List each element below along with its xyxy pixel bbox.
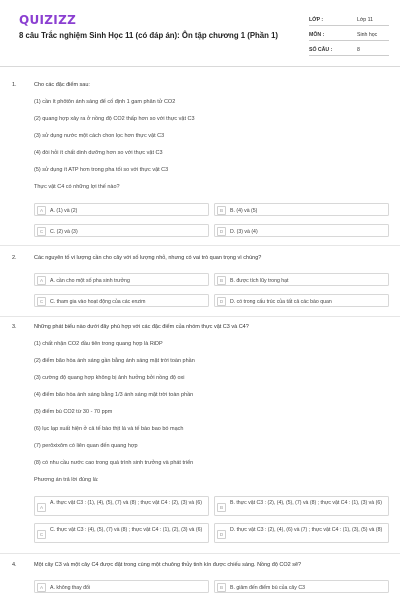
option-text: A. không thay đổi — [50, 584, 91, 591]
option-a[interactable] — [34, 580, 209, 593]
option-letter: C — [37, 530, 46, 539]
option-text: D. (3) và (4) — [230, 228, 258, 235]
option-text: B. được tích lũy trong hạt — [230, 277, 289, 284]
grade-label: LỚP : — [309, 17, 324, 23]
option-text: C. (2) và (3) — [50, 228, 78, 235]
option-text: D. có trong cấu trúc của tất cả các bào quan — [230, 298, 332, 305]
document-title: 8 câu Trắc nghiệm Sinh Học 11 (có đáp án): Ôn tập chương 1 (Phần 1) — [19, 31, 279, 40]
option-text: A. (1) và (2) — [50, 207, 78, 214]
option-d[interactable] — [214, 224, 389, 237]
option-c[interactable] — [34, 224, 209, 237]
statement: (1) cần ít phôtôn ánh sáng để cố định 1 gam phân tử CO2 — [34, 99, 176, 105]
statement: (4) điểm bão hòa ánh sáng bằng 1/3 ánh sáng mặt trời toàn phần — [34, 392, 194, 398]
subject-underline — [309, 40, 389, 41]
option-letter: B — [217, 206, 226, 215]
option-letter: D — [217, 227, 226, 236]
question-number: 3. — [12, 324, 17, 330]
option-d[interactable] — [214, 523, 389, 543]
question-separator — [0, 553, 400, 554]
option-letter: A — [37, 276, 46, 285]
option-letter: A — [37, 206, 46, 215]
option-d[interactable] — [214, 294, 389, 307]
question-prompt: Phương án trả lời đúng là: — [34, 477, 99, 483]
option-letter: D — [217, 530, 226, 539]
option-b[interactable] — [214, 580, 389, 593]
question-prompt: Thực vật C4 có những lợi thế nào? — [34, 184, 120, 190]
option-letter: C — [37, 227, 46, 236]
subject-label: MÔN : — [309, 32, 325, 38]
statement: (1) chất nhận CO2 đầu tiên trong quang hợp là RiDP — [34, 341, 163, 347]
question-number: 2. — [12, 255, 17, 261]
question-count-label: SỐ CÂU : — [309, 47, 333, 53]
quizizz-logo: QUIZIZZ — [19, 13, 77, 27]
statement: (8) có nhu cầu nước cao trong quá trình sinh trưởng và phát triển — [34, 460, 194, 466]
statement: (5) sử dụng ít ATP hơn trong pha tối so với thực vật C3 — [34, 167, 169, 173]
option-text: B. giảm đến điểm bù của cây C3 — [230, 584, 305, 591]
option-b[interactable] — [214, 496, 389, 516]
question-text: Một cây C3 và một cây C4 được đặt trong cùng một chuông thủy tinh kín được chiếu sáng. Nồng độ CO2 sẽ? — [34, 562, 302, 568]
question-number: 1. — [12, 82, 17, 88]
option-letter: B — [217, 583, 226, 592]
statement: (4) đòi hỏi ít chất dinh dưỡng hơn so với thực vật C3 — [34, 150, 163, 156]
option-letter: D — [217, 297, 226, 306]
question-text: Những phát biểu nào dưới đây phù hợp với các đặc điểm của nhóm thực vật C3 và C4? — [34, 324, 249, 330]
statement: (6) lục lạp xuất hiện ở cả tế bào thịt lá và tế bào bao bó mạch — [34, 426, 184, 432]
question-text: Cho các đặc điểm sau: — [34, 82, 90, 88]
statement: (3) sử dụng nước một cách chon lọc hơn thực vật C3 — [34, 133, 165, 139]
document-header — [0, 0, 400, 66]
option-text: D. thực vật C3 : (2), (4), (6) và (7) ; thực vật C4 : (1), (3), (5) và (8) — [230, 527, 383, 533]
question-count-value: 8 — [357, 47, 360, 53]
option-a[interactable] — [34, 203, 209, 216]
statement: (5) điểm bù CO2 từ 30 - 70 ppm — [34, 409, 113, 415]
option-text: B. (4) và (5) — [230, 207, 258, 214]
option-a[interactable] — [34, 273, 209, 286]
option-letter: B — [217, 276, 226, 285]
option-b[interactable] — [214, 273, 389, 286]
option-text: C. tham gia vào hoạt động của các enzim — [50, 298, 146, 305]
option-text: C. thực vật C3 : (4), (5), (7) và (8) ; thực vật C4 : (1), (2), (3) và (6) — [50, 527, 203, 533]
header-divider — [0, 66, 400, 67]
option-letter: A — [37, 583, 46, 592]
option-text: B. thực vật C3 : (2), (4), (5), (7) và (8) ; thực vật C4 : (1), (3) và (6) — [230, 500, 382, 506]
option-letter: A — [37, 503, 46, 512]
statement: (2) quang hợp xảy ra ở nồng độ CO2 thấp hơn so với thực vật C3 — [34, 116, 195, 122]
question-separator — [0, 316, 400, 317]
subject-value: Sinh học — [357, 32, 378, 38]
option-c[interactable] — [34, 523, 209, 543]
count-underline — [309, 55, 389, 56]
option-letter: B — [217, 503, 226, 512]
option-a[interactable] — [34, 496, 209, 516]
option-text: A. thực vật C3 : (1), (4), (5), (7) và (8) ; thực vật C4 : (2), (3) và (6) — [50, 500, 202, 506]
grade-underline — [309, 25, 389, 26]
statement: (3) cường độ quang hợp không bị ảnh hưởng bởi nồng độ oxi — [34, 375, 185, 381]
question-number: 4. — [12, 562, 17, 568]
question-text: Các nguyên tố vi lượng cần cho cây với số lượng nhỏ, nhưng có vai trò quan trọng vì chúng? — [34, 255, 262, 261]
statement: (2) điểm bão hòa ánh sáng gần bằng ánh sáng mặt trời toàn phần — [34, 358, 195, 364]
option-letter: C — [37, 297, 46, 306]
option-c[interactable] — [34, 294, 209, 307]
grade-value: Lớp 11 — [357, 17, 373, 23]
option-b[interactable] — [214, 203, 389, 216]
option-text: A. cần cho một số pha sinh trưởng — [50, 277, 130, 284]
question-separator — [0, 245, 400, 246]
statement: (7) perôxixôm có liên quan đến quang hợp — [34, 443, 138, 449]
